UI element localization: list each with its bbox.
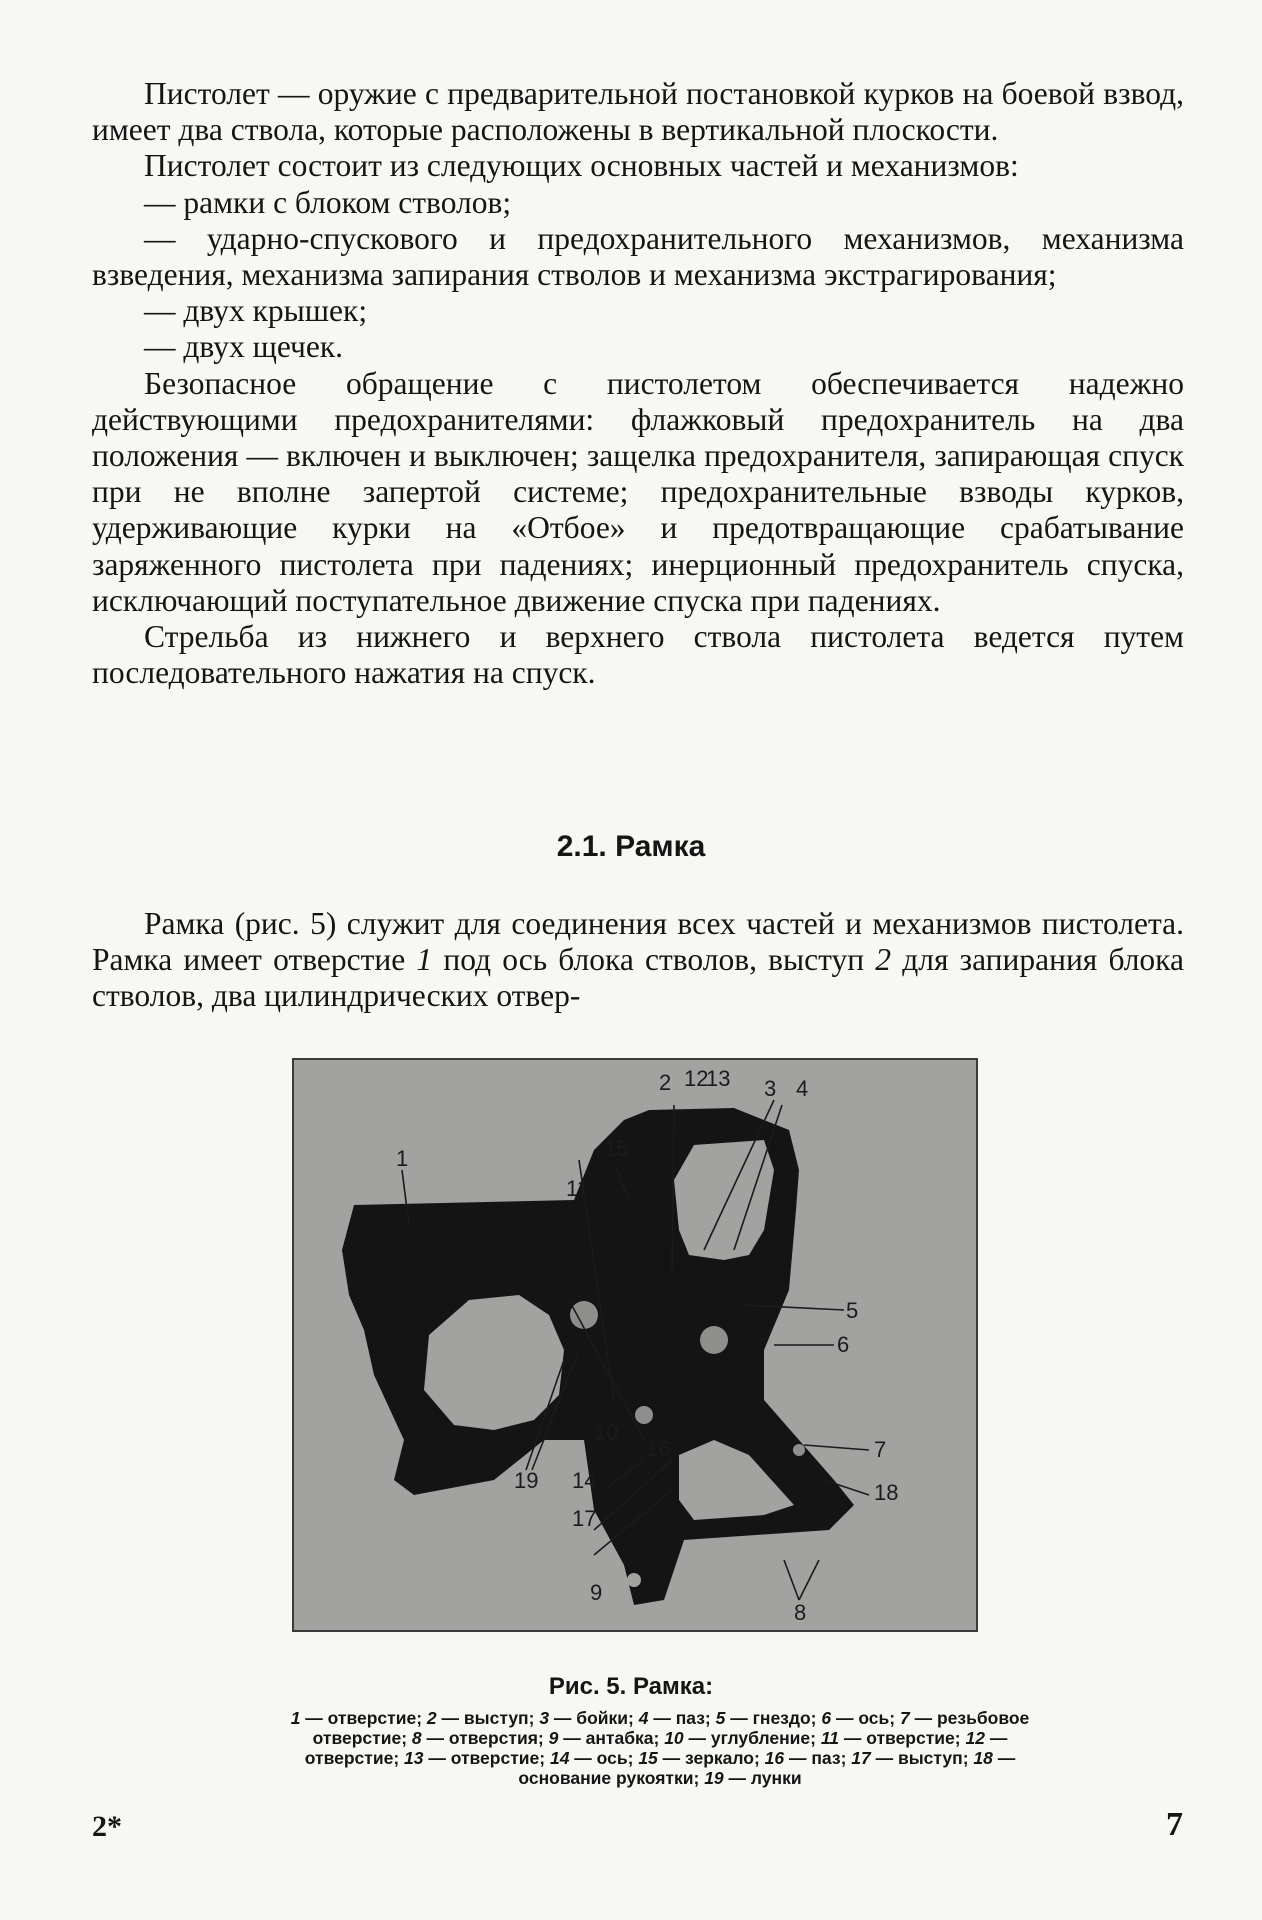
callout-17: 17 bbox=[572, 1506, 597, 1531]
list-item: — ударно-спускового и предохранительного механизмов, механизма взведения, механизма запирания стволов и механизма экстрагирования; bbox=[92, 220, 1184, 293]
legend-number: 13 bbox=[404, 1748, 424, 1768]
legend-entry bbox=[716, 1708, 822, 1728]
legend-number: 9 bbox=[548, 1728, 559, 1748]
callout-1: 1 bbox=[396, 1146, 409, 1171]
legend-number: 10 bbox=[664, 1728, 684, 1748]
legend-label: — ось; bbox=[831, 1708, 900, 1728]
legend-entry bbox=[639, 1708, 716, 1728]
legend-entry bbox=[291, 1708, 427, 1728]
callout-6: 6 bbox=[837, 1332, 850, 1357]
pistol-frame-illustration bbox=[294, 1060, 976, 1630]
legend-number: 14 bbox=[549, 1748, 570, 1768]
legend-entry bbox=[549, 1728, 665, 1748]
legend-label: — выступ; bbox=[436, 1708, 540, 1728]
legend-number: 15 bbox=[638, 1748, 658, 1768]
reference-number: 2 bbox=[875, 942, 892, 978]
legend-number: 5 bbox=[715, 1708, 726, 1728]
callout-19: 19 bbox=[514, 1468, 539, 1493]
legend-number: 6 bbox=[821, 1708, 832, 1728]
legend-entry bbox=[765, 1748, 852, 1768]
legend-label: — отверстие; bbox=[423, 1748, 550, 1768]
frame-silhouette bbox=[342, 1108, 854, 1605]
paragraph-firing: Стрельба из нижнего и верхнего ствола пистолета ведется путем последовательного нажатия на спуск. bbox=[92, 619, 1184, 691]
callout-18: 18 bbox=[874, 1480, 899, 1505]
callout-5: 5 bbox=[846, 1298, 859, 1323]
callout-11: 11 bbox=[566, 1176, 589, 1201]
text-run: для запирания блока стволов, два цилиндрических отвер- bbox=[92, 942, 1184, 1014]
signature-mark: 2* bbox=[92, 1810, 122, 1843]
callout-13: 13 bbox=[706, 1066, 731, 1091]
hole bbox=[700, 1326, 728, 1354]
legend-label: — антабка; bbox=[558, 1728, 665, 1748]
legend-number: 19 bbox=[704, 1768, 724, 1788]
legend-label: — зеркало; bbox=[657, 1748, 765, 1768]
list-item: — двух щечек. bbox=[144, 329, 344, 365]
callout-12: 12 bbox=[684, 1066, 709, 1091]
legend-number: 7 bbox=[899, 1708, 910, 1728]
callout-15: 15 bbox=[604, 1136, 629, 1161]
section-heading: 2.1. Рамка bbox=[556, 830, 706, 863]
legend-entry bbox=[638, 1748, 764, 1768]
callout-2: 2 bbox=[659, 1070, 672, 1095]
legend-number: 2 bbox=[426, 1708, 437, 1728]
legend-label: — основание рукоятки; bbox=[518, 1748, 1016, 1788]
figure-caption-title: Рис. 5. Рамка: bbox=[548, 1673, 714, 1700]
text-run: Рамка (рис. 5) служит для соединения всех частей и механизмов пистолета. Рамка имеет отверстие bbox=[92, 906, 1184, 978]
reference-number: 1 bbox=[416, 942, 433, 978]
legend-label: — лунки bbox=[723, 1768, 802, 1788]
legend-label: — паз; bbox=[648, 1708, 716, 1728]
legend-label: — ось; bbox=[569, 1748, 639, 1768]
legend-number: 1 bbox=[290, 1708, 301, 1728]
legend-label: — резьбовое отверстие; bbox=[312, 1708, 1030, 1748]
legend-number: 4 bbox=[638, 1708, 649, 1728]
legend-number: 17 bbox=[851, 1748, 871, 1768]
frame-text bbox=[92, 906, 1184, 1015]
legend-label: — отверстие; bbox=[839, 1728, 966, 1748]
callout-3: 3 bbox=[764, 1076, 777, 1101]
hole bbox=[570, 1301, 598, 1329]
callout-16: 16 bbox=[646, 1436, 671, 1461]
legend-label: — отверстие; bbox=[304, 1728, 1008, 1768]
list-item: — двух крышек; bbox=[144, 293, 368, 329]
callout-10: 10 bbox=[594, 1420, 619, 1445]
legend-label: — углубление; bbox=[683, 1728, 821, 1748]
figure-legend bbox=[280, 1708, 1040, 1788]
legend-number: 18 bbox=[973, 1748, 993, 1768]
callout-8: 8 bbox=[794, 1600, 807, 1625]
page-number: 7 bbox=[1166, 1806, 1183, 1843]
legend-entry bbox=[404, 1748, 550, 1768]
hole bbox=[627, 1573, 641, 1587]
paragraph-frame bbox=[92, 906, 1184, 1015]
legend-label: — отверстия; bbox=[421, 1728, 549, 1748]
intro-text bbox=[92, 76, 1184, 691]
hole bbox=[635, 1406, 653, 1424]
callout-14: 14 bbox=[572, 1468, 597, 1493]
text-run: под ось блока стволов, выступ bbox=[432, 942, 876, 978]
paragraph-parts: Пистолет состоит из следующих основных частей и механизмов: bbox=[144, 148, 1019, 184]
paragraph-intro: Пистолет — оружие с предварительной постановкой курков на боевой взвод, имеет два ствола, которые расположены в вертикальной плоскости. bbox=[92, 76, 1184, 148]
legend-number: 11 bbox=[820, 1728, 839, 1748]
figure-photo-frame bbox=[292, 1058, 978, 1632]
legend-entry bbox=[539, 1708, 638, 1728]
legend-label: — гнездо; bbox=[725, 1708, 822, 1728]
legend-number: 8 bbox=[411, 1728, 422, 1748]
legend-entry bbox=[412, 1728, 549, 1748]
paragraph-safety: Безопасное обращение с пистолетом обеспечивается надежно действующими предохранителями: флажковый предохранитель на два положения — включен и выключен; защелка предохранителя, запирающая спуск при не вполне запертой системе; предохранительные взводы курков, удерживающие курки на «Отбое» и предотвращающие срабатывание заряженного пистолета при падениях; инерционный предохранитель спуска, исключающий поступательное движение спуска при падениях. bbox=[92, 365, 1184, 618]
legend-entry bbox=[550, 1748, 638, 1768]
legend-number: 12 bbox=[965, 1728, 985, 1748]
legend-number: 3 bbox=[539, 1708, 550, 1728]
callout-9: 9 bbox=[590, 1580, 603, 1605]
callout-7: 7 bbox=[874, 1437, 887, 1462]
legend-label: — бойки; bbox=[549, 1708, 639, 1728]
legend-entry bbox=[821, 1728, 966, 1748]
legend-entry bbox=[427, 1708, 539, 1728]
legend-label: — паз; bbox=[784, 1748, 852, 1768]
legend-entry bbox=[851, 1748, 973, 1768]
legend-entry bbox=[664, 1728, 821, 1748]
legend-number: 16 bbox=[764, 1748, 785, 1768]
callout-4: 4 bbox=[796, 1076, 809, 1101]
legend-entry bbox=[821, 1708, 900, 1728]
list-item: — рамки с блоком стволов; bbox=[144, 184, 512, 220]
legend-label: — выступ; bbox=[870, 1748, 974, 1768]
legend-entry bbox=[704, 1768, 801, 1788]
hole bbox=[793, 1444, 805, 1456]
legend-label: — отверстие; bbox=[300, 1708, 427, 1728]
